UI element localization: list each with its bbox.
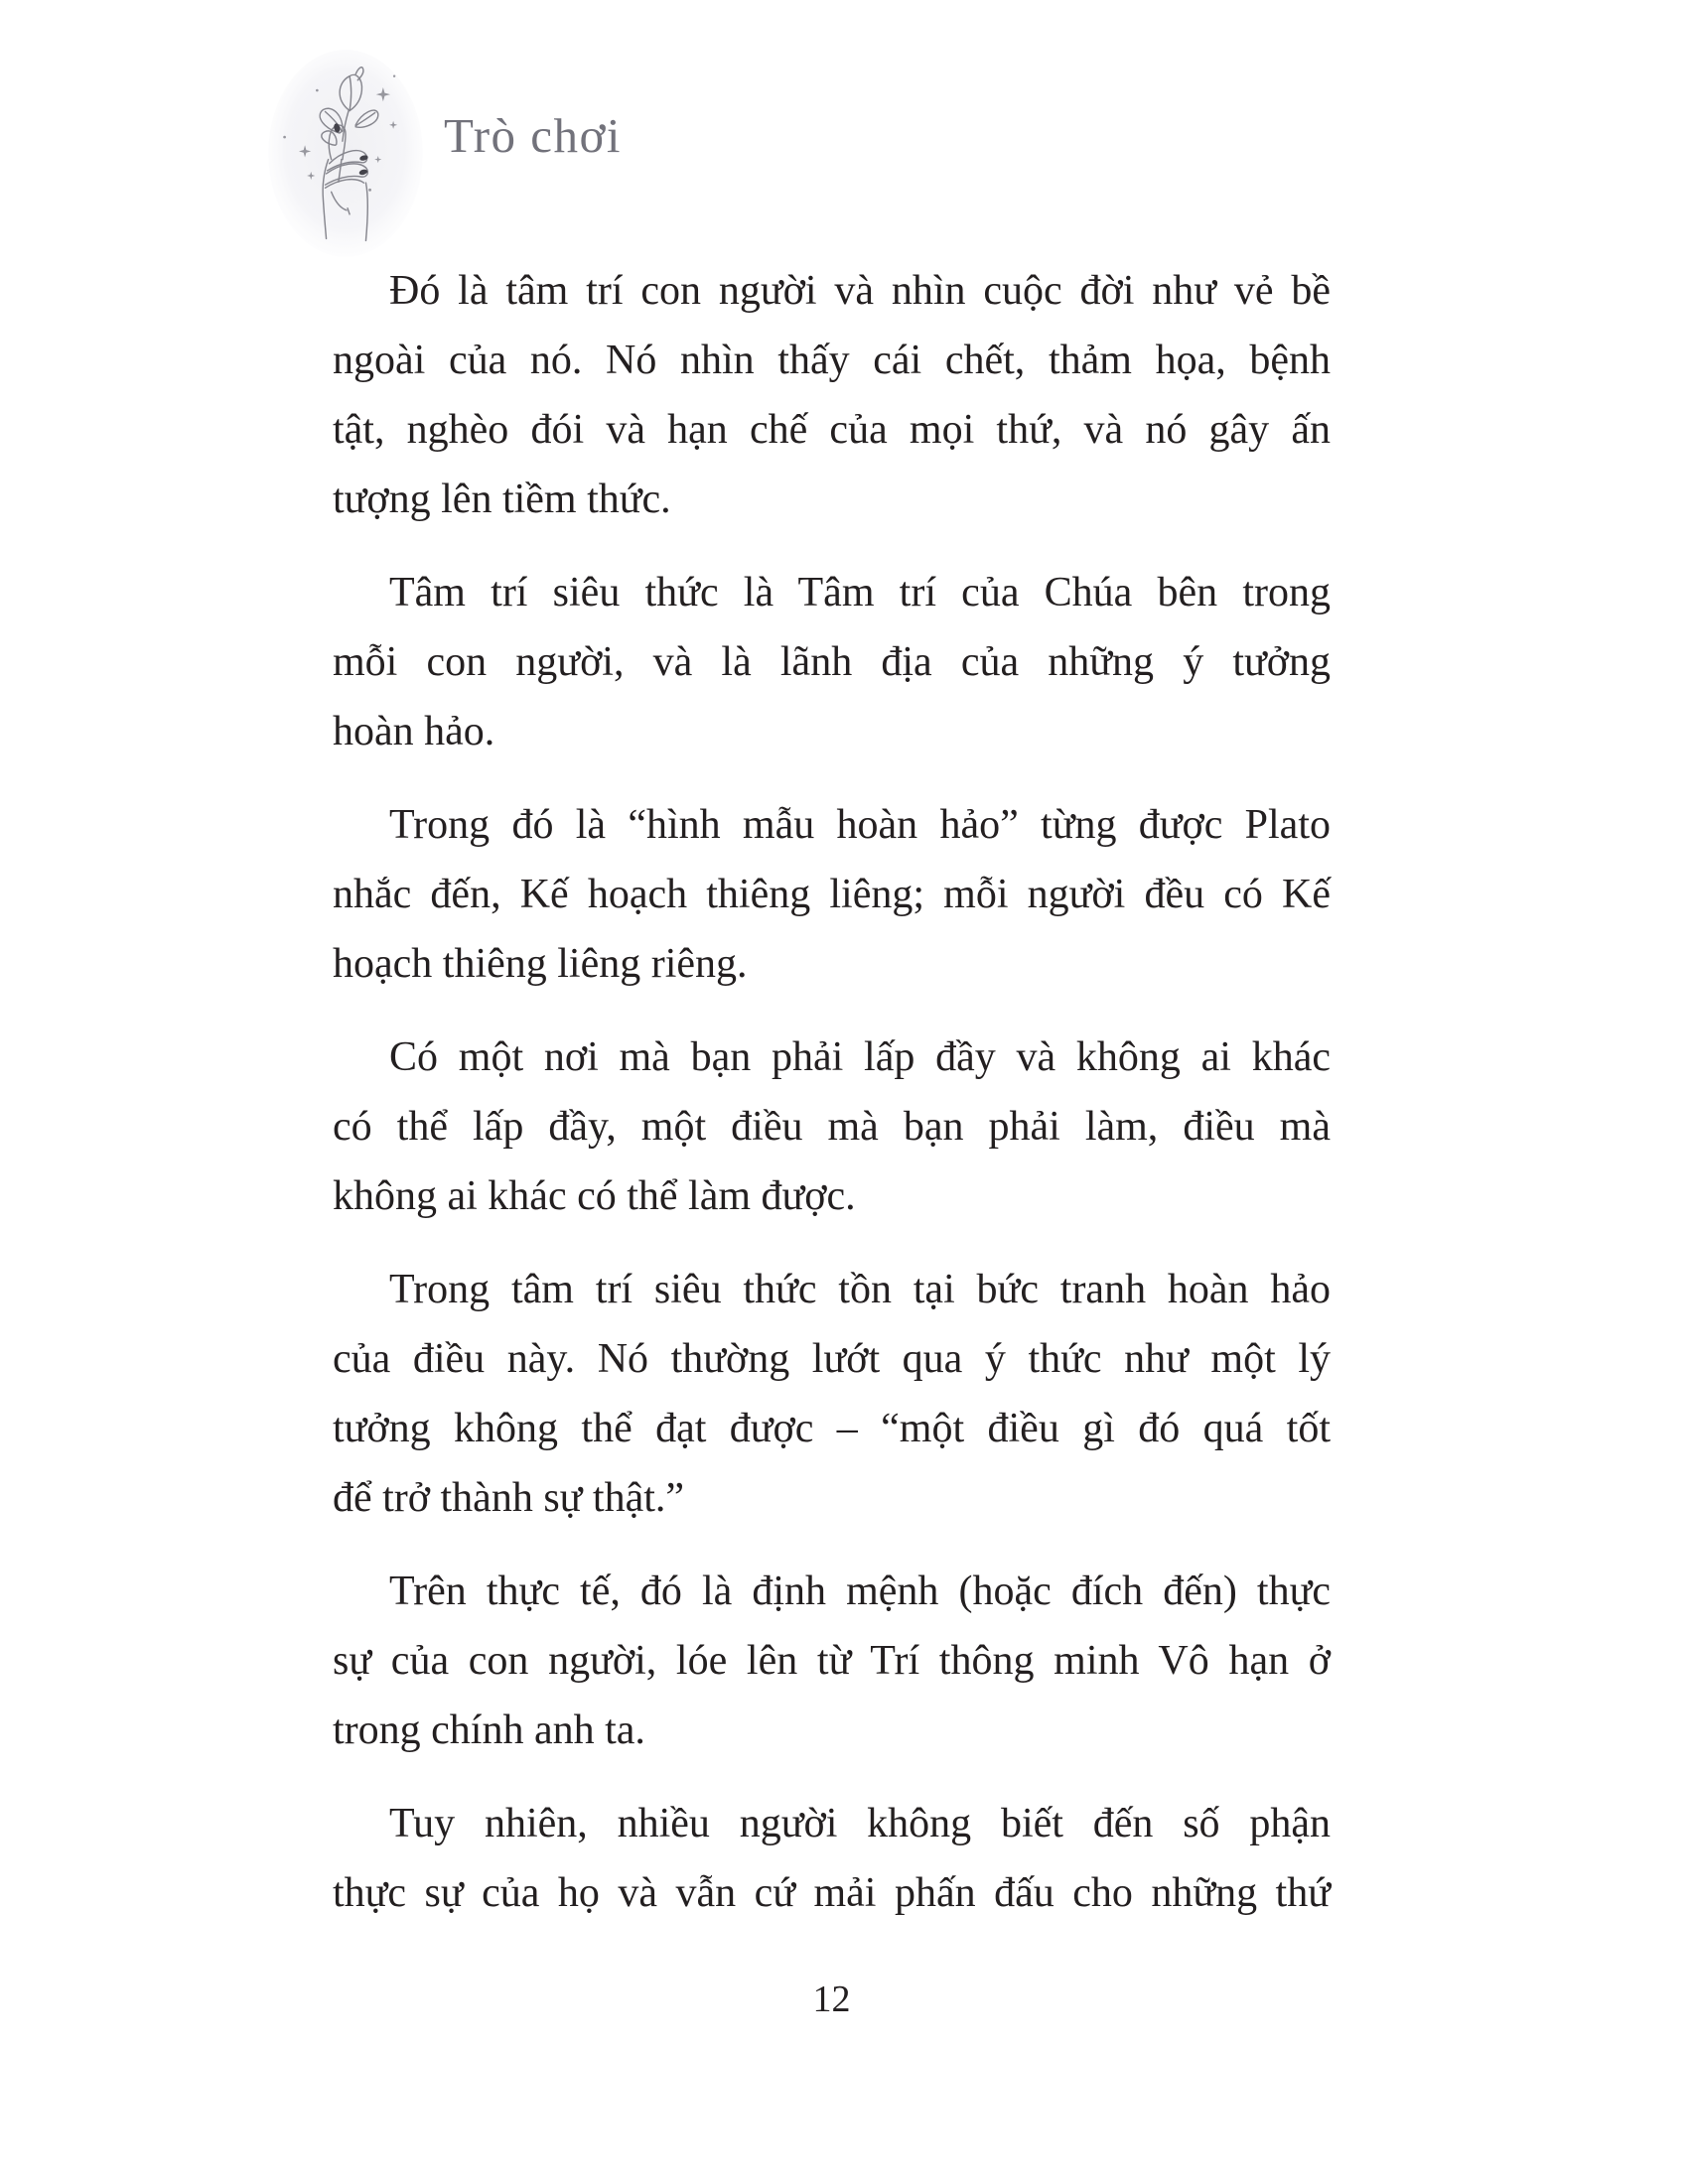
paragraph <box>333 558 1331 766</box>
text-line: thực sự của họ và vẫn cứ mải phấn đấu cho những thứ <box>333 1870 1331 1916</box>
paragraph <box>333 1557 1331 1765</box>
text-line: mỗi con người, và là lãnh địa của những ý tưởng <box>333 639 1331 685</box>
text-line: để trở thành sự thật.” <box>333 1475 685 1521</box>
chapter-title: Trò chơi <box>444 108 623 163</box>
text-line: tượng lên tiềm thức. <box>333 477 671 522</box>
paragraph <box>333 1023 1331 1231</box>
paragraph <box>333 1789 1331 1928</box>
text-line: không ai khác có thể làm được. <box>333 1173 856 1219</box>
text-line: sự của con người, lóe lên từ Trí thông minh Vô hạn ở <box>333 1638 1331 1684</box>
text-line: có thể lấp đầy, một điều mà bạn phải làm, điều mà <box>333 1104 1331 1150</box>
hand-holding-flower-icon <box>264 46 427 264</box>
page-number: 12 <box>812 1979 851 2020</box>
text-line: Tuy nhiên, nhiều người không biết đến số phận <box>389 1801 1331 1846</box>
text-line: Tâm trí siêu thức là Tâm trí của Chúa bên trong <box>389 570 1331 615</box>
text-line: của điều này. Nó thường lướt qua ý thức như một lý <box>333 1336 1331 1382</box>
body-text <box>333 256 1331 1928</box>
paragraph <box>333 256 1331 534</box>
text-line: hoạch thiêng liêng riêng. <box>333 941 748 987</box>
paragraph <box>333 790 1331 999</box>
text-line: nhắc đến, Kế hoạch thiêng liêng; mỗi người đều có Kế <box>333 872 1331 917</box>
text-line: Trong đó là “hình mẫu hoàn hảo” từng được Plato <box>389 802 1331 848</box>
text-line: Trên thực tế, đó là định mệnh (hoặc đích đến) thực <box>389 1569 1331 1614</box>
text-line: tật, nghèo đói và hạn chế của mọi thứ, và nó gây ấn <box>333 407 1331 453</box>
text-line: Đó là tâm trí con người và nhìn cuộc đời như vẻ bề <box>389 268 1331 314</box>
text-line: ngoài của nó. Nó nhìn thấy cái chết, thảm họa, bệnh <box>333 338 1331 383</box>
paragraph <box>333 1255 1331 1533</box>
text-line: Có một nơi mà bạn phải lấp đầy và không ai khác <box>389 1034 1331 1080</box>
text-line: tưởng không thể đạt được – “một điều gì đó quá tốt <box>333 1406 1331 1451</box>
text-line: hoàn hảo. <box>333 709 495 754</box>
text-line: Trong tâm trí siêu thức tồn tại bức tranh hoàn hảo <box>389 1267 1331 1312</box>
text-line: trong chính anh ta. <box>333 1707 645 1753</box>
